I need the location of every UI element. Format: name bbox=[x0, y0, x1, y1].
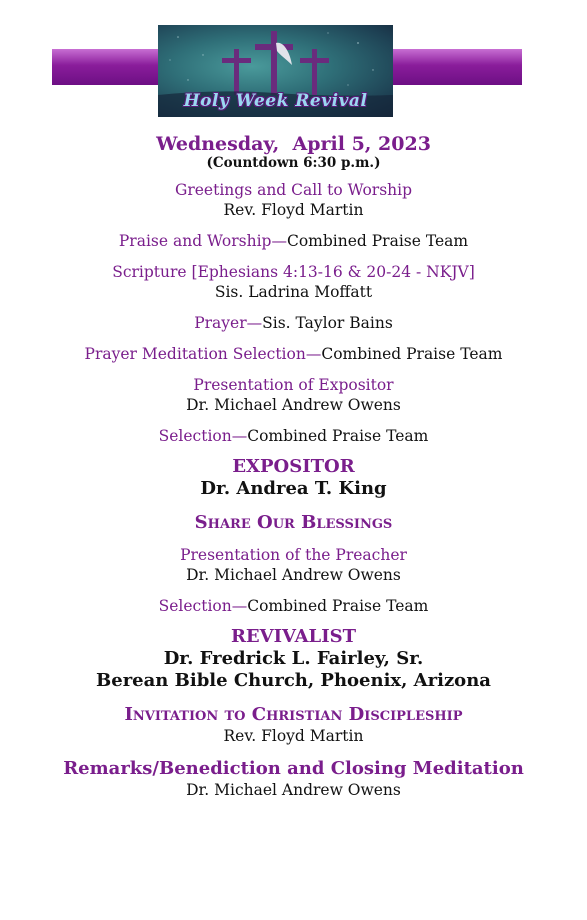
share-blessings-heading: Share Our Blessings bbox=[194, 512, 393, 533]
presentation-expositor-person: Dr. Michael Andrew Owens bbox=[186, 396, 401, 414]
selection-title-2: Selection bbox=[158, 597, 232, 615]
invitation-heading: Invitation to Christian Discipleship bbox=[124, 704, 463, 725]
selection-row-2 bbox=[0, 596, 587, 616]
revivalist-heading: REVIVALIST bbox=[230, 626, 357, 647]
meditation-person: Combined Praise Team bbox=[321, 345, 503, 363]
program-list bbox=[0, 130, 587, 800]
meditation-row bbox=[0, 344, 587, 364]
scripture-person: Sis. Ladrina Moffatt bbox=[214, 283, 373, 301]
greetings-person: Rev. Floyd Martin bbox=[223, 201, 364, 219]
selection-dash-1: — bbox=[231, 427, 248, 445]
presentation-preacher-person: Dr. Michael Andrew Owens bbox=[186, 566, 401, 584]
presentation-preacher-title: Presentation of the Preacher bbox=[180, 546, 407, 564]
closing-person: Dr. Michael Andrew Owens bbox=[186, 781, 401, 799]
selection-person-2: Combined Praise Team bbox=[247, 597, 429, 615]
service-date: Wednesday, April 5, 2023 bbox=[156, 133, 431, 155]
selection-row-1 bbox=[0, 426, 587, 446]
selection-person-1: Combined Praise Team bbox=[247, 427, 429, 445]
revivalist-church: Berean Bible Church, Phoenix, Arizona bbox=[96, 670, 491, 691]
banner-title: Holy Week Revival bbox=[183, 91, 368, 111]
prayer-dash: — bbox=[246, 314, 263, 332]
expositor-name: Dr. Andrea T. King bbox=[200, 478, 387, 499]
presentation-expositor-title: Presentation of Expositor bbox=[193, 376, 394, 394]
countdown-time: (Countdown 6:30 p.m.) bbox=[206, 155, 381, 171]
holy-week-image bbox=[158, 25, 393, 117]
invitation-person: Rev. Floyd Martin bbox=[223, 727, 364, 745]
meditation-dash: — bbox=[305, 345, 322, 363]
praise-title: Praise and Worship bbox=[118, 232, 272, 250]
praise-row bbox=[0, 231, 587, 251]
meditation-title: Prayer Meditation Selection bbox=[84, 345, 306, 363]
prayer-row bbox=[0, 313, 587, 333]
scripture-title: Scripture [Ephesians 4:13-16 & 20-24 - NKJV] bbox=[112, 263, 475, 281]
closing-heading: Remarks/Benediction and Closing Meditation bbox=[63, 758, 524, 779]
praise-person: Combined Praise Team bbox=[286, 232, 469, 250]
header-banner bbox=[0, 0, 587, 125]
prayer-title: Prayer bbox=[194, 314, 247, 332]
selection-dash-2: — bbox=[231, 597, 248, 615]
prayer-person: Sis. Taylor Bains bbox=[262, 314, 393, 332]
greetings-title: Greetings and Call to Worship bbox=[174, 181, 413, 199]
revivalist-name: Dr. Fredrick L. Fairley, Sr. bbox=[163, 648, 424, 669]
selection-title-1: Selection bbox=[158, 427, 232, 445]
praise-dash: — bbox=[271, 232, 287, 250]
expositor-heading: EXPOSITOR bbox=[232, 456, 355, 477]
